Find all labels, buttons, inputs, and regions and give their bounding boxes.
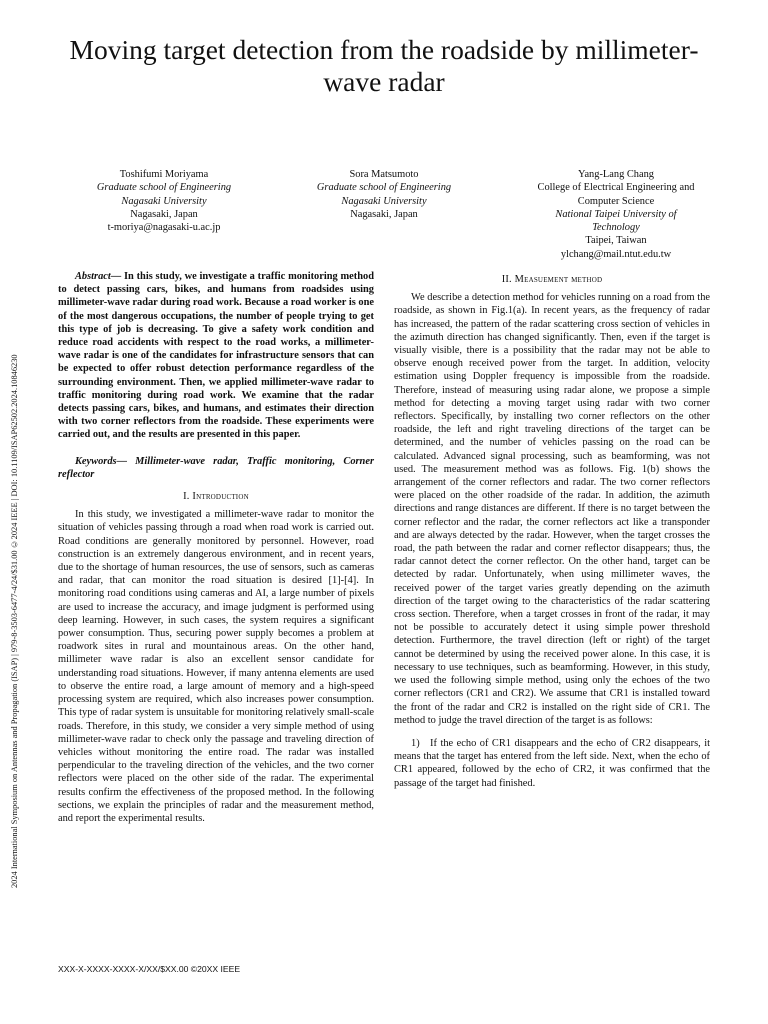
author-affiliation: Graduate school of Engineering	[96, 182, 232, 194]
author-email[interactable]: ylchang@mail.ntut.edu.tw	[560, 248, 672, 260]
author-department: Computer Science	[577, 195, 655, 207]
left-column	[58, 270, 374, 825]
section-heading-measurement: II. Measuement method	[501, 274, 603, 285]
section-heading-introduction: I. Introduction	[183, 491, 249, 503]
author-affiliation: Technology	[592, 222, 640, 234]
copyright-footer: XXX-X-XXXX-XXXX-X/XX/$XX.00 ©20XX IEEE	[58, 964, 241, 974]
author-department: College of Electrical Engineering and	[537, 182, 695, 194]
introduction-paragraph: In this study, we investigated a millimeter-wave radar to monitor the situation of vehicles passing through a road when road work is carried out. Road conditions are generally monitored by personnel. However, road construction is an extremely dangerous environment, and in recent years, due to the shortage of human resources, the use of sensors, such as cameras and radar, that can monitor the road situation is desired [1]-[4]. In monitoring road conditions using cameras and AI, a large number of pixels are used to increase the accuracy, and image judgment is performed using deep learning. However, in such cases, the system requires a significant power consumption. Thus, securing power supply becomes a problem at roadwork sites in rural and mountainous areas. On the other hand, millimeter wave radar is also an excellent sensor candidate for understanding road situations. However, if many antenna elements are used to observe the entire road, a large amount of memory and a high-speed processing system are required, which also increases power consumption. This type of radar system is unsuitable for monitoring relatively small-scale roads. Therefore, in this study, we consider a very simple method of using millimeter-wave radar to check only the passage and traveling direction of vehicles without monitoring the entire road. The radar was installed perpendicular to the traveling direction of the vehicles, and the two corner reflectors were placed on the other side of the radar. The experimental results confirm the effectiveness of the proposed method. In the following sections, we explain the principles of radar and the measurement method, and report the experimental results.	[58, 509, 374, 824]
author-location: Taipei, Taiwan	[585, 235, 647, 247]
author-location: Nagasaki, Japan	[130, 208, 198, 220]
side-citation-note: 2024 International Symposium on Antennas and Propagation (ISAP) | 979-8-3503-6477-4/24/$31.00 ©2024 IEEE | DOI: 10.1109/ISAP62502.2024.10846230	[10, 354, 19, 888]
abstract	[58, 270, 374, 442]
author-2	[278, 168, 490, 221]
author-1	[58, 168, 270, 234]
author-name: Sora Matsumoto	[349, 169, 419, 180]
author-name: Toshifumi Moriyama	[119, 169, 209, 180]
abstract-dash: —	[110, 271, 122, 282]
author-affiliation: National Taipei University of	[555, 208, 677, 220]
keywords: Keywords— Millimeter-wave radar, Traffic monitoring, Corner reflector	[58, 455, 374, 480]
abstract-label: Abstract	[75, 271, 111, 282]
author-affiliation: Nagasaki University	[121, 195, 207, 207]
author-3	[508, 168, 724, 261]
list-item: 1) If the echo of CR1 disappears and the echo of CR2 disappears, it means that the target has entered from the left side. Next, when the echo of CR1 appeared, followed by the echo of CR2, it was confirmed that the passage of the target had finished.	[394, 737, 710, 789]
author-name: Yang-Lang Chang	[577, 169, 654, 180]
author-email[interactable]: t-moriya@nagasaki-u.ac.jp	[107, 222, 221, 234]
right-column	[394, 273, 710, 790]
paper-title: Moving target detection from the roadside by millimeter-wave radar	[69, 34, 699, 97]
author-affiliation: Graduate school of Engineering	[316, 182, 452, 194]
author-location: Nagasaki, Japan	[350, 208, 418, 220]
measurement-paragraph: We describe a detection method for vehicles running on a road from the roadside, as shown in Fig.1(a). In recent years, as the frequency of radar has increased, the pattern of the radar scattering cross section of vehicles in the azimuth direction has changed significantly. Then, even if the target is visually visible, there is a possibility that the radar may not be able to observe enough received power from the target. In addition, velocity estimation using Doppler frequency is impossible from the roadside. Therefore, instead of measuring using radar alone, we propose a simple method for detecting a moving target using radar with two corner reflectors. Specifically, by installing two corner reflectors on the other roadside, the left and right traveling directions of the target can be determined, and the number of vehicles passing on the road can be calculated. Advanced signal processing, such as beamforming, was not used. The measurement method was as follows. Fig. 1(b) shows the arrangement of the corner reflectors and radar. The two corner reflectors were placed on the other roadside of the radar. In addition, the azimuth directions and range distances are different. If there is no target between the corner reflector and the radar, the corner reflectors act like a transponder and are always detected by the radar. However, when the target crosses the road, the path between the radar and corner reflector disappears; thus, the radar cannot detect the corner reflector. On the other hand, target can be detected by radar. Unfortunately, when using millimeter waves, the received power of the target varies greatly depending on the azimuth direction of the target owing to the characteristics of the radar scattering cross section. Therefore, when a target crosses in front of the radar, it may not be possible to accurately detect it using simple power threshold detection. Furthermore, the travel direction (left or right) of the target cannot be determined by using the received power alone. In this case, it is necessary to use techniques, such as beamforming. However, in this study, we used the following simple method, using only the echoes of the two corner reflectors (CR1 and CR2). We assume that CR1 is installed toward the front of the radar and CR2 is installed on the right side of CR1. The method to judge the travel direction of the target is as follows:	[394, 292, 710, 726]
abstract-text: In this study, we investigate a traffic monitoring method to detect passing cars, bikes, and humans from roadsides using millimeter-wave radar during road work. Because a road worker is one of the most dangerous occupations, the number of people trying to get this type of job is decreasing. To give a safety work condition and reduce road accidents with respect to the road works, a millimeter-wave radar is one of the candidates for infrastructure sensors that can be expected to offer robust detection performance regardless of the surrounding environment. Then, we applied millimeter-wave radar to traffic monitoring during road work. We examine that the radar detects passing cars, bikes, and humans, and estimates their direction with two corner reflectors from the roadside. These experiments were carried out, and the results are presented in this paper.	[58, 271, 374, 441]
author-affiliation: Nagasaki University	[341, 195, 427, 207]
